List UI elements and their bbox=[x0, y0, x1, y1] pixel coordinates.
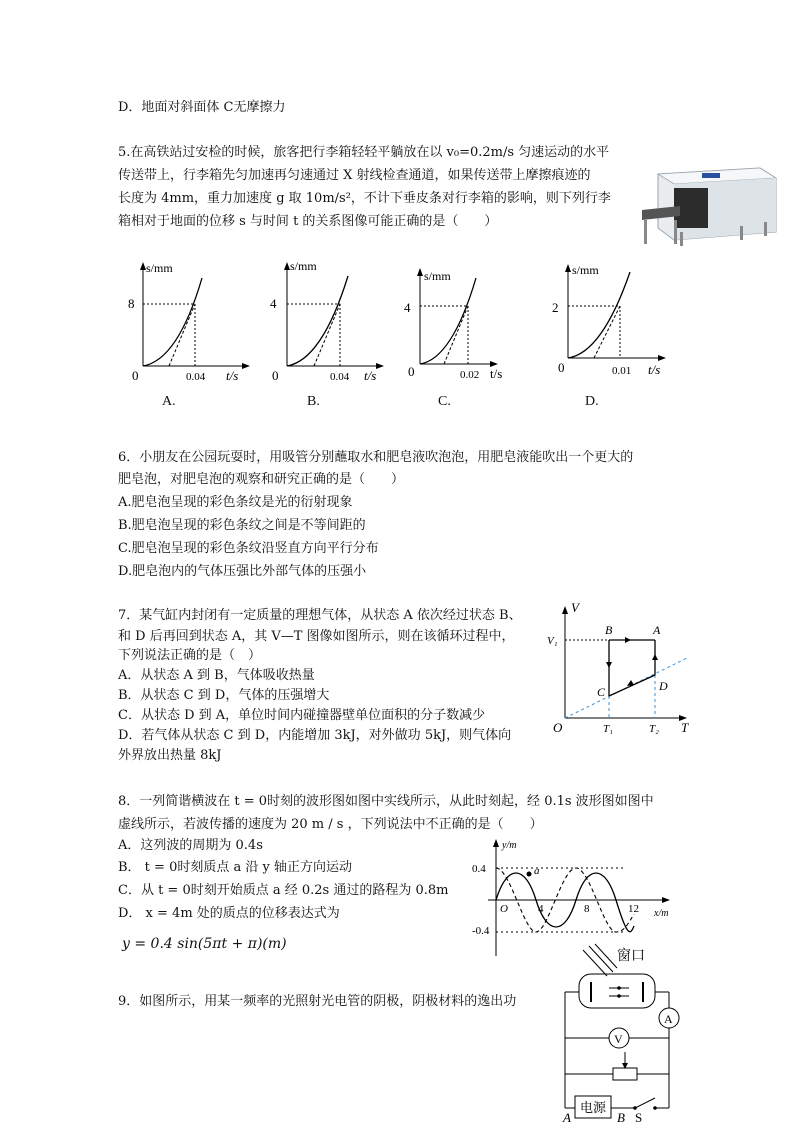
q7-line-2: 和 D 后再回到状态 A，其 V—T 图像如图所示，则在该循环过程中， bbox=[118, 629, 515, 644]
q7-line-1: 7．某气缸内封闭有一定质量的理想气体，从状态 A 依次经过状态 B、 bbox=[118, 608, 522, 623]
q5d-ylabel: s/mm bbox=[572, 263, 599, 277]
q6-option-b[interactable]: B.肥皂泡呈现的彩色条纹之间是不等间距的 bbox=[118, 518, 366, 533]
q7-option-a[interactable]: A．从状态 A 到 B，气体吸收热量 bbox=[118, 668, 315, 683]
q7-line-3: 下列说法正确的是（ ） bbox=[118, 648, 262, 663]
q8-x8: 8 bbox=[584, 903, 590, 915]
q5a-xlabel: t/s bbox=[226, 368, 239, 383]
q5-graph-a bbox=[118, 256, 258, 386]
q8-x4: 4 bbox=[538, 903, 544, 915]
q5c-origin: 0 bbox=[408, 364, 415, 379]
q5-line-1: 5.在高铁站过安检的时候，旅客把行李箱轻轻平躺放在以 v₀=0.2m/s 匀速运动的水平 bbox=[118, 145, 610, 160]
q9-source: 电源 bbox=[580, 1100, 607, 1115]
q5-graph-d bbox=[548, 258, 688, 384]
q8-origin: O bbox=[500, 903, 508, 915]
q5-line-2: 传送带上，行李箱先匀加速再匀速通过 X 射线检查通道，如果传送带上摩擦痕迹的 bbox=[118, 168, 591, 183]
q8-point-a: a bbox=[534, 865, 540, 877]
q5c-ytick: 4 bbox=[404, 300, 411, 315]
q8-xlabel: x/m bbox=[654, 908, 669, 919]
q7-t1-label: T₁ bbox=[603, 723, 613, 735]
q7-t-axis: T bbox=[681, 720, 689, 735]
q5d-xlabel: t/s bbox=[648, 362, 661, 377]
q5b-ylabel: s/mm bbox=[290, 259, 317, 273]
q7-point-d: D bbox=[659, 679, 668, 693]
q5d-xtick: 0.01 bbox=[612, 365, 632, 377]
xray-machine-image bbox=[640, 162, 782, 254]
q5-line-4: 箱相对于地面的位移 s 与时间 t 的关系图像可能正确的是（ ） bbox=[118, 214, 498, 229]
q6-option-a[interactable]: A.肥皂泡呈现的彩色条纹是光的衍射现象 bbox=[118, 495, 353, 510]
q5-option-d-label[interactable]: D. bbox=[585, 394, 599, 409]
q5d-origin: 0 bbox=[558, 360, 565, 375]
q7-origin: O bbox=[553, 720, 563, 735]
q8-x12: 12 bbox=[628, 903, 639, 915]
q9-ammeter: A bbox=[664, 1012, 673, 1026]
q9-line-1: 9．如图所示，用某一频率的光照射光电管的阴极，阴极材料的逸出功 bbox=[118, 994, 517, 1009]
q7-t2-label: T₂ bbox=[649, 723, 659, 735]
q7-v-axis: V bbox=[571, 600, 579, 615]
q8-option-a[interactable]: A．这列波的周期为 0.4s bbox=[118, 838, 263, 853]
q5-option-c-label[interactable]: C. bbox=[438, 394, 451, 409]
q5c-xlabel: t/s bbox=[490, 366, 503, 381]
q6-line-2: 肥皂泡，对肥皂泡的观察和研究正确的是（ ） bbox=[118, 472, 405, 487]
q4-option-d: D．地面对斜面体 C无摩擦力 bbox=[118, 100, 286, 115]
q7-option-c[interactable]: C．从状态 D 到 A，单位时间内碰撞器壁单位面积的分子数减少 bbox=[118, 708, 486, 723]
q8-line-2: 虚线所示，若波传播的速度为 20 m / s ，下列说法中不正确的是（ ） bbox=[118, 817, 543, 832]
q5a-xtick: 0.04 bbox=[186, 371, 206, 383]
q9-circuit-diagram bbox=[555, 942, 705, 1122]
q5b-origin: 0 bbox=[272, 368, 279, 383]
q5d-ytick: 2 bbox=[552, 300, 559, 315]
q5a-origin: 0 bbox=[132, 368, 139, 383]
q5-option-b-label[interactable]: B. bbox=[307, 394, 320, 409]
q8-ypos: 0.4 bbox=[472, 863, 486, 875]
q8-line-1: 8．一列简谐横波在 t = 0时刻的波形图如图中实线所示，从此时刻起，经 0.1s 波形图如图中 bbox=[118, 794, 654, 809]
q9-terminal-a: A bbox=[563, 1110, 571, 1122]
q5b-xtick: 0.04 bbox=[330, 371, 350, 383]
q5b-xlabel: t/s bbox=[364, 368, 377, 383]
q9-voltmeter: V bbox=[614, 1032, 623, 1046]
q7-vt-graph bbox=[545, 600, 695, 740]
q5-line-3: 长度为 4mm，重力加速度 g 取 10m/s²，不计下垂皮条对行李箱的影响，则下列行李 bbox=[118, 191, 611, 206]
q7-v1-label: V₁ bbox=[547, 635, 558, 647]
q5a-ytick: 8 bbox=[128, 296, 135, 311]
q7-option-d[interactable]: D．若气体从状态 C 到 D，内能增加 3kJ，对外做功 5kJ，则气体向 bbox=[118, 728, 512, 743]
q6-option-c[interactable]: C.肥皂泡呈现的彩色条纹沿竖直方向平行分布 bbox=[118, 541, 379, 556]
q9-switch-s: S bbox=[635, 1110, 643, 1122]
q7-point-c: C bbox=[597, 685, 606, 699]
q8-formula: y = 0.4 sin(5πt + π)(m) bbox=[122, 936, 287, 952]
q8-ylabel: y/m bbox=[502, 840, 517, 851]
q7-point-b: B bbox=[605, 623, 613, 637]
q5-option-a-label[interactable]: A. bbox=[162, 394, 176, 409]
q6-option-d[interactable]: D.肥皂泡内的气体压强比外部气体的压强小 bbox=[118, 564, 367, 579]
q5c-xtick: 0.02 bbox=[460, 369, 480, 381]
q5b-ytick: 4 bbox=[270, 296, 277, 311]
q6-line-1: 6．小朋友在公园玩耍时，用吸管分别蘸取水和肥皂液吹泡泡，用肥皂液能吹出一个更大的 bbox=[118, 450, 634, 465]
q8-option-d[interactable]: D． x = 4m 处的质点的位移表达式为 bbox=[118, 906, 340, 921]
q9-window-label: 窗口 bbox=[617, 949, 645, 964]
q8-yneg: -0.4 bbox=[472, 925, 490, 937]
q7-option-b[interactable]: B．从状态 C 到 D，气体的压强增大 bbox=[118, 688, 330, 703]
q8-option-b[interactable]: B． t = 0时刻质点 a 沿 y 轴正方向运动 bbox=[118, 860, 352, 875]
q5c-ylabel: s/mm bbox=[424, 269, 451, 283]
q5-graph-c bbox=[400, 264, 540, 388]
q8-option-c[interactable]: C．从 t = 0时刻开始质点 a 经 0.2s 通过的路程为 0.8m bbox=[118, 883, 449, 898]
q7-option-d-cont: 外界放出热量 8kJ bbox=[118, 748, 222, 763]
q5a-ylabel: s/mm bbox=[146, 261, 173, 275]
q5-graph-b bbox=[262, 256, 402, 386]
q7-point-a: A bbox=[653, 623, 661, 637]
q9-terminal-b: B bbox=[617, 1110, 625, 1122]
